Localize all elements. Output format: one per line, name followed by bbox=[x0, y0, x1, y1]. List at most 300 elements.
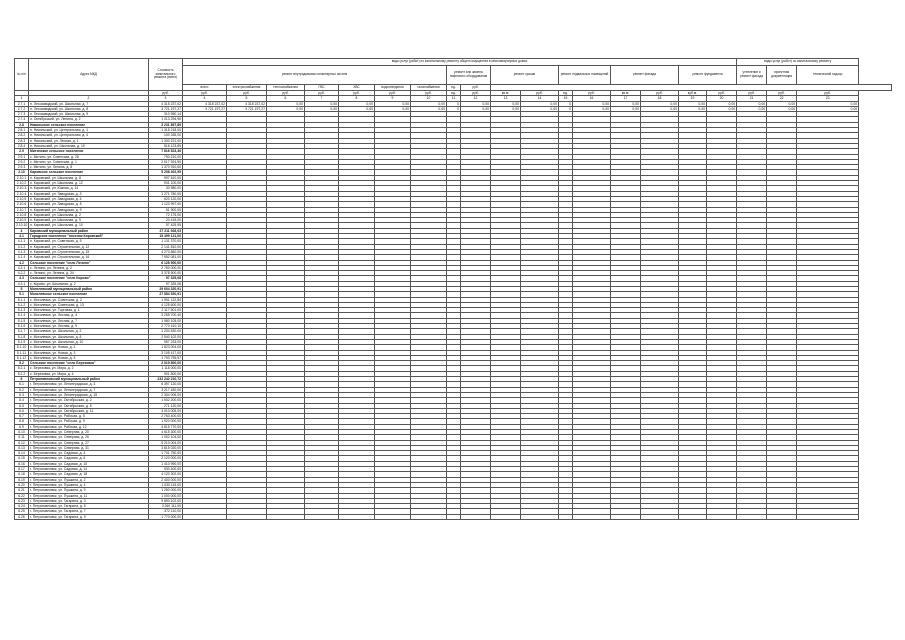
row-address: п. Никольский, ул. Лесная, д. 1 bbox=[29, 138, 149, 143]
row-address: п. Кировский, ул. Школьная, д. 2 bbox=[29, 212, 149, 217]
row-total-cost: 1 502 200,00 bbox=[149, 398, 183, 403]
row-number: 2.10.3 bbox=[15, 186, 29, 191]
header-sub-lift-units: ед. bbox=[447, 85, 461, 91]
row-value: 3 721 197,27 bbox=[183, 106, 227, 111]
row-number: 4.1.3 bbox=[15, 249, 29, 254]
row-total-cost: 27 211 926,03 bbox=[149, 228, 183, 233]
row-number: 2.8.4 bbox=[15, 143, 29, 148]
row-total-cost: 2 770 410,10 bbox=[149, 324, 183, 329]
row-value: 0 bbox=[447, 106, 461, 111]
unit-cell: руб. bbox=[641, 91, 679, 96]
row-address: г. Петропавловск, ул. Ленинградская, д. 3 bbox=[29, 382, 149, 387]
unit-cell: руб. bbox=[149, 91, 183, 96]
column-number: 22 bbox=[767, 96, 797, 101]
row-value: 3 721 197,27 bbox=[227, 106, 267, 111]
row-value: 0,00 bbox=[573, 106, 611, 111]
row-address: с. Могилевка, ул. Советская, д. 2 bbox=[29, 297, 149, 302]
row-total-cost: 7 816 523,36 bbox=[149, 149, 183, 154]
row-address: п. Кировский, ул. Заводская, д. 9 bbox=[29, 207, 149, 212]
row-number: 6.12 bbox=[15, 440, 29, 445]
row-value: 0,00 bbox=[641, 101, 679, 106]
row-number: 6.9 bbox=[15, 424, 29, 429]
row-address: г. Петропавловск, ул. Северная, д. 20 bbox=[29, 430, 149, 435]
row-address: г. Петропавловск, ул. Рабочая, д. 9 bbox=[29, 419, 149, 424]
header-sub-cold-water: ХВС bbox=[339, 85, 375, 91]
row-total-cost: 1 030 115,00 bbox=[149, 482, 183, 487]
row-number: 2.10.8 bbox=[15, 212, 29, 217]
header-group-roof: ремонт крыши bbox=[491, 66, 559, 85]
unit-cell: руб. bbox=[521, 91, 559, 96]
row-total-cost: 29 604 320,91 bbox=[149, 286, 183, 291]
row-total-cost: 3 105 417,00 bbox=[149, 350, 183, 355]
row-address: с. Могилевка, ул. Лесная, д. 7 bbox=[29, 318, 149, 323]
row-value: 0,00 bbox=[521, 101, 559, 106]
row-total-cost: 81 900,00 bbox=[149, 207, 183, 212]
header-sub-heat: теплоснабжения bbox=[267, 85, 305, 91]
row-number: 5.1.5 bbox=[15, 318, 29, 323]
row-value: 0,00 bbox=[339, 106, 375, 111]
row-address: г. Петропавловск, ул. Октябрьская, д. 11 bbox=[29, 408, 149, 413]
row-address: с. Митино, ул. Ленина, д. 8 bbox=[29, 165, 149, 170]
row-address: Городское поселение "поселок Кировский" bbox=[29, 234, 149, 239]
row-number: 5.1.11 bbox=[15, 350, 29, 355]
unit-cell: кв.м. bbox=[491, 91, 521, 96]
row-number: 6.6 bbox=[15, 408, 29, 413]
row-number: 6.2 bbox=[15, 387, 29, 392]
row-total-cost: 3 260 111,00 bbox=[149, 504, 183, 509]
row-value: 0,00 bbox=[411, 106, 447, 111]
row-address: с. Митино, ул. Советская, д. 1 bbox=[29, 159, 149, 164]
row-address: г. Петропавловск, ул. Пушкина, д. 2 bbox=[29, 477, 149, 482]
row-address: с. Могилевка, ул. Советская, д. 13 bbox=[29, 302, 149, 307]
row-address: Могилевское сельское поселение bbox=[29, 292, 149, 297]
row-address: с. Могилевка, ул. Лесная, д. 4 bbox=[29, 313, 149, 318]
row-value: 0,00 bbox=[707, 101, 737, 106]
column-number: 19 bbox=[679, 96, 707, 101]
row-value: 0,00 bbox=[305, 101, 339, 106]
row-value: 0,00 bbox=[679, 106, 707, 111]
header-sub-gas: газоснабжения bbox=[411, 85, 447, 91]
row-number: 2.10.2 bbox=[15, 181, 29, 186]
row-number: 6 bbox=[15, 377, 29, 382]
row-total-cost: 2 017 924,50 bbox=[149, 159, 183, 164]
row-total-cost: 4 815 770,00 bbox=[149, 424, 183, 429]
row-number: 2.10.4 bbox=[15, 191, 29, 196]
row-number: 4.1 bbox=[15, 234, 29, 239]
row-number: 4.2 bbox=[15, 260, 29, 265]
header-group-lift: ремонт или замена лифтового оборудования bbox=[447, 66, 491, 85]
row-address: п. Кировский, ул. Заводская, д. 8 bbox=[29, 202, 149, 207]
unit-cell: руб. bbox=[707, 91, 737, 96]
row-address: г. Петропавловск, ул. Садовая, д. 10 bbox=[29, 461, 149, 466]
row-value: 0,00 bbox=[491, 106, 521, 111]
row-number: 6.14 bbox=[15, 451, 29, 456]
row-number: 5.1.3 bbox=[15, 308, 29, 313]
row-total-cost: 997 510,00 bbox=[149, 175, 183, 180]
row-value: 0,00 bbox=[767, 106, 797, 111]
row-total-cost: 2 304 005,00 bbox=[149, 392, 183, 397]
column-number: 7 bbox=[305, 96, 339, 101]
row-value: 0,00 bbox=[411, 101, 447, 106]
row-number: 5.1.9 bbox=[15, 339, 29, 344]
row-value: 0,00 bbox=[267, 101, 305, 106]
row-number: 6.24 bbox=[15, 504, 29, 509]
row-value: 0,00 bbox=[461, 101, 491, 106]
row-address: с. Могилевка, ул. Новая, д. 5 bbox=[29, 355, 149, 360]
row-total-cost: 957 233,00 bbox=[149, 339, 183, 344]
row-number: 6.21 bbox=[15, 488, 29, 493]
row-address: г. Петропавловск, ул. Садовая, д. 18 bbox=[29, 472, 149, 477]
row-number: 6.7 bbox=[15, 414, 29, 419]
row-number: 2.7.2 bbox=[15, 106, 29, 111]
row-address: п. Никольский, ул. Центральная, д. 4 bbox=[29, 133, 149, 138]
row-address: Никольское сельское поселение bbox=[29, 122, 149, 127]
header-sub-total: всего bbox=[183, 85, 227, 91]
row-total-cost: 1 823 004,00 bbox=[149, 345, 183, 350]
row-value: 0,00 bbox=[767, 101, 797, 106]
unit-cell: руб. bbox=[305, 91, 339, 96]
row-number: 6.8 bbox=[15, 419, 29, 424]
row-total-cost: 1 753 795,57 bbox=[149, 355, 183, 360]
row-total-cost: 57 425,95 bbox=[149, 223, 183, 228]
row-value bbox=[707, 514, 737, 519]
row-total-cost: 790 210,00 bbox=[149, 154, 183, 159]
row-number: 5.2 bbox=[15, 361, 29, 366]
row-number: 2.10.10 bbox=[16, 223, 28, 228]
row-number: 2.7.1 bbox=[15, 101, 29, 106]
row-address: п. Кировский, ул. Заводская, д. 3 bbox=[29, 191, 149, 196]
row-number: 2.8.3 bbox=[15, 138, 29, 143]
row-value: 0,00 bbox=[339, 101, 375, 106]
row-address: г. Петропавловск, ул. Гагарина, д. 5 bbox=[29, 504, 149, 509]
header-works-extra: виды услуг (работ) по капитальному ремонту bbox=[737, 59, 859, 66]
row-number: 5.1.6 bbox=[15, 324, 29, 329]
row-address: с. Ленино, ул. Ленина, д. 34 bbox=[29, 271, 149, 276]
row-address: Сельское поселение "село Ленино" bbox=[29, 260, 149, 265]
header-group-project: проектная документация bbox=[767, 66, 797, 85]
row-value bbox=[641, 514, 679, 519]
row-address: с. Могилевка, ул. Новая, д. 3 bbox=[29, 350, 149, 355]
header-sub-hot-water: ГВС bbox=[305, 85, 339, 91]
row-total-cost: 2 120 000,00 bbox=[149, 456, 183, 461]
row-address: п. Кировский, ул. Южная, д. 14 bbox=[29, 186, 149, 191]
row-total-cost: 372 110,00 bbox=[149, 509, 183, 514]
column-number: 17 bbox=[611, 96, 641, 101]
row-number: 5.1 bbox=[15, 292, 29, 297]
row-number: 2.10.7 bbox=[15, 207, 29, 212]
row-value bbox=[375, 514, 411, 519]
row-total-cost: 930 400,00 bbox=[149, 467, 183, 472]
row-total-cost: 516 123,89 bbox=[149, 143, 183, 148]
table-body bbox=[15, 101, 892, 519]
row-total-cost: 931 100,00 bbox=[149, 181, 183, 186]
row-address: с. Могилевка, ул. Школьная, д. 2 bbox=[29, 329, 149, 334]
column-number: 5 bbox=[227, 96, 267, 101]
row-address: с. Могилевка, ул. Новая, д. 1 bbox=[29, 345, 149, 350]
row-total-cost: 1 204 530,00 bbox=[149, 329, 183, 334]
row-value: 0,00 bbox=[461, 106, 491, 111]
row-total-cost: 1 131 370,00 bbox=[149, 239, 183, 244]
row-value bbox=[737, 514, 767, 519]
column-number: 23 bbox=[797, 96, 859, 101]
unit-cell: руб. bbox=[737, 91, 767, 96]
row-value bbox=[447, 514, 461, 519]
row-value bbox=[797, 514, 859, 519]
unit-cell: руб. bbox=[227, 91, 267, 96]
header-group-basement: ремонт подвальных помещений bbox=[559, 66, 611, 85]
row-address: с. Ленино, ул. Ленина, д. 2 bbox=[29, 265, 149, 270]
row-address: с. Кирово, ул. Школьная, д. 2 bbox=[29, 281, 149, 286]
data-table bbox=[14, 58, 892, 520]
row-number: 6.17 bbox=[15, 467, 29, 472]
row-total-cost: 72 175,00 bbox=[149, 212, 183, 217]
column-number: 18 bbox=[641, 96, 679, 101]
column-number: 8 bbox=[339, 96, 375, 101]
column-number: 11 bbox=[447, 96, 461, 101]
row-total-cost: 4 615 300,00 bbox=[149, 430, 183, 435]
unit-cell: руб. bbox=[573, 91, 611, 96]
row-address: г. Петропавловск, ул. Северная, д. 26 bbox=[29, 435, 149, 440]
column-number: 16 bbox=[573, 96, 611, 101]
row-address: г. Петропавловск, ул. Пушкина, д. 9 bbox=[29, 488, 149, 493]
row-number: 2.8 bbox=[15, 122, 29, 127]
row-total-cost: 2 117 501,00 bbox=[149, 308, 183, 313]
row-number: 2.9.2 bbox=[15, 159, 29, 164]
row-value: 0 bbox=[559, 106, 573, 111]
header-sub-lift-rub: руб. bbox=[461, 85, 491, 91]
row-total-cost: 1 701 750,00 bbox=[149, 451, 183, 456]
unit-cell: руб. bbox=[461, 91, 491, 96]
row-address: п. Лесозаводский, ул. Школьная, д. 9 bbox=[29, 112, 149, 117]
row-number: 5.2.1 bbox=[15, 366, 29, 371]
row-value: 0,00 bbox=[611, 106, 641, 111]
row-total-cost: 2 141 810,00 bbox=[149, 244, 183, 249]
column-number: 12 bbox=[461, 96, 491, 101]
header-sub-drainage: водоотведения bbox=[375, 85, 411, 91]
row-number: 2.10.9 bbox=[15, 218, 29, 223]
row-number: 6.10 bbox=[15, 430, 29, 435]
table-row bbox=[15, 514, 892, 519]
row-address: Кировское сельское поселение bbox=[29, 170, 149, 175]
header-group-systems: ремонт внутридомовых инженерных систем bbox=[183, 66, 447, 85]
row-address: Сельское поселение "село Березовка" bbox=[29, 361, 149, 366]
row-value: 0,00 bbox=[267, 106, 305, 111]
row-number: 6.23 bbox=[15, 498, 29, 503]
row-value: 0,00 bbox=[679, 101, 707, 106]
row-total-cost: 1 118 000,00 bbox=[149, 366, 183, 371]
row-value: 0,00 bbox=[611, 101, 641, 106]
unit-cell: ед. bbox=[559, 91, 573, 96]
row-total-cost: 9 890 102,00 bbox=[149, 498, 183, 503]
row-total-cost: 97 325,08 bbox=[149, 281, 183, 286]
row-address: г. Петропавловск, ул. Гагарина, д. 7 bbox=[29, 509, 149, 514]
row-value: 0,00 bbox=[737, 101, 767, 106]
column-number: 10 bbox=[411, 96, 447, 101]
row-total-cost: 310 950,14 bbox=[149, 112, 183, 117]
unit-cell: ед. bbox=[447, 91, 461, 96]
row-value bbox=[267, 514, 305, 519]
row-address: с. Могилевка, ул. Школьная, д. 8 bbox=[29, 334, 149, 339]
row-number: 2.8.2 bbox=[15, 133, 29, 138]
row-number: 5 bbox=[15, 286, 29, 291]
row-total-cost: 3 010 005,00 bbox=[149, 408, 183, 413]
unit-cell: руб. bbox=[767, 91, 797, 96]
row-value: 0,00 bbox=[737, 106, 767, 111]
unit-cell: руб. bbox=[339, 91, 375, 96]
row-total-cost: 1 920 000,00 bbox=[149, 419, 183, 424]
row-address: г. Петропавловск, ул. Ленинградская, д. 15 bbox=[29, 392, 149, 397]
row-address: п. Кировский, ул. Заводская, д. 4 bbox=[29, 196, 149, 201]
row-total-cost: 4 120 302,00 bbox=[149, 472, 183, 477]
row-total-cost: 3 255 700,40 bbox=[149, 313, 183, 318]
row-number: 6.5 bbox=[15, 403, 29, 408]
row-total-cost: 6 397 120,00 bbox=[149, 382, 183, 387]
row-number: 4.1.1 bbox=[15, 239, 29, 244]
row-value bbox=[573, 514, 611, 519]
row-address: п. Кировский, ул. Советская, д. 9 bbox=[29, 239, 149, 244]
header-group-foundation: ремонт фундамента bbox=[679, 66, 737, 85]
row-address: п. Лесозаводский, ул. Школьная, д. 7 bbox=[29, 101, 149, 106]
row-number: 2.9 bbox=[15, 149, 29, 154]
row-address: п. Лесозаводский, ул. Школьная, д. 8 bbox=[29, 106, 149, 111]
row-address: г. Петропавловск, ул. Садовая, д. 6 bbox=[29, 456, 149, 461]
unit-cell: руб. bbox=[267, 91, 305, 96]
row-total-cost: 1 315 218,00 bbox=[149, 128, 183, 133]
row-value: 4 315 237,02 bbox=[227, 101, 267, 106]
row-value: 3 721 197,27 bbox=[149, 106, 183, 111]
row-number: 2.7.4 bbox=[15, 117, 29, 122]
row-address: г. Петропавловск, ул. Октябрьская, д. 5 bbox=[29, 403, 149, 408]
row-number: 6.26 bbox=[15, 514, 29, 519]
row-address: п. Кировский, ул. Строительная, д. 15 bbox=[29, 249, 149, 254]
row-number: 2.10.1 bbox=[15, 175, 29, 180]
row-number: 2.7.3 bbox=[15, 112, 29, 117]
row-total-cost: 3 378 900,00 bbox=[149, 271, 183, 276]
column-number: 1 bbox=[15, 96, 29, 101]
row-total-cost: 30 980,00 bbox=[149, 186, 183, 191]
row-address: п. Октябрьский, ул. Ленина, д. 2 bbox=[29, 117, 149, 122]
row-total-cost: 232 242 210,72 bbox=[149, 377, 183, 382]
row-total-cost: 620 120,00 bbox=[149, 196, 183, 201]
row-address: г. Петропавловск, ул. Гагарина, д. 3 bbox=[29, 498, 149, 503]
row-total-cost: 1 410 990,00 bbox=[149, 461, 183, 466]
row-number: 2.10.6 bbox=[15, 202, 29, 207]
row-value: 0,00 bbox=[707, 106, 737, 111]
column-number: 2 bbox=[29, 96, 149, 101]
row-number: 5.1.4 bbox=[15, 313, 29, 318]
unit-cell: руб. bbox=[411, 91, 447, 96]
row-address: с. Могилевка, ул. Школьная, д. 10 bbox=[29, 339, 149, 344]
row-address: п. Кировский, ул. Школьная, д. 8 bbox=[29, 175, 149, 180]
row-value: 0,00 bbox=[375, 101, 411, 106]
row-total-cost: 7 952 081,00 bbox=[149, 255, 183, 260]
column-number: 20 bbox=[707, 96, 737, 101]
row-value: 0,00 bbox=[521, 106, 559, 111]
row-address: с. Березовка, ул. Мира, д. 4 bbox=[29, 371, 149, 376]
row-number: 4.1.4 bbox=[15, 255, 29, 260]
row-value: 0,00 bbox=[305, 106, 339, 111]
row-number: 2.9.1 bbox=[15, 154, 29, 159]
row-number: 4.2.1 bbox=[15, 265, 29, 270]
row-address: г. Петропавловск, ул. Садовая, д. 4 bbox=[29, 451, 149, 456]
row-number: 5.1.8 bbox=[15, 334, 29, 339]
row-total-cost: 2 019 800,00 bbox=[149, 361, 183, 366]
row-number: 5.1.7 bbox=[15, 329, 29, 334]
row-total-cost: 901 800,00 bbox=[149, 371, 183, 376]
column-number: 6 bbox=[267, 96, 305, 101]
table-header bbox=[15, 59, 892, 102]
row-address: г. Петропавловск, ул. Октябрьская, д. 2 bbox=[29, 398, 149, 403]
row-total-cost: 100 335,00 bbox=[149, 133, 183, 138]
row-value bbox=[339, 514, 375, 519]
row-total-cost: 2 400 000,00 bbox=[149, 477, 183, 482]
row-number: 4 bbox=[15, 228, 29, 233]
row-value bbox=[767, 514, 797, 519]
row-address: г. Петропавловск, ул. Пушкина, д. 11 bbox=[29, 493, 149, 498]
row-number: 2.10 bbox=[15, 170, 29, 175]
column-number: 15 bbox=[559, 96, 573, 101]
row-total-cost: 3 217 450,00 bbox=[149, 387, 183, 392]
row-total-cost: 27 584 520,91 bbox=[149, 292, 183, 297]
row-address: с. Могилевка, ул. Лесная, д. 9 bbox=[29, 324, 149, 329]
unit-cell: руб. bbox=[375, 91, 411, 96]
row-number: 5.1.10 bbox=[15, 345, 29, 350]
unit-cell: руб. bbox=[797, 91, 859, 96]
row-address: г. Петропавловск, ул. Гагарина, д. 9 bbox=[29, 514, 149, 519]
row-total-cost: 6 128 900,00 bbox=[149, 260, 183, 265]
header-sub-electric: электроснабжения bbox=[227, 85, 267, 91]
row-address: п. Никольский, ул. Школьная, д. 10 bbox=[29, 143, 149, 148]
row-value: 0,00 bbox=[375, 106, 411, 111]
row-number: 6.20 bbox=[15, 482, 29, 487]
row-value bbox=[611, 514, 641, 519]
header-address: Адрес МКД bbox=[29, 59, 149, 91]
row-address: с. Березовка, ул. Мира, д. 2 bbox=[29, 366, 149, 371]
row-address: Митинское сельское поселение bbox=[29, 149, 149, 154]
row-address: п. Кировский, ул. Строительная, д. 12 bbox=[29, 244, 149, 249]
unit-cell: руб. bbox=[183, 91, 227, 96]
row-number: 2.9.3 bbox=[15, 165, 29, 170]
row-number: 6.16 bbox=[15, 461, 29, 466]
row-number: 6.19 bbox=[15, 477, 29, 482]
row-number: 5.1.2 bbox=[15, 302, 29, 307]
row-number: 6.15 bbox=[15, 456, 29, 461]
row-total-cost: 1 002 104,00 bbox=[149, 435, 183, 440]
row-total-cost: 20 415,00 bbox=[149, 218, 183, 223]
row-address: г. Петропавловск, ул. Пушкина, д. 4 bbox=[29, 482, 149, 487]
row-value: 0,00 bbox=[573, 101, 611, 106]
column-number: 21 bbox=[737, 96, 767, 101]
row-number: 6.4 bbox=[15, 398, 29, 403]
row-address: г. Петропавловск, ул. Северная, д. 31 bbox=[29, 445, 149, 450]
row-address: Сельское поселение "село Кирово" bbox=[29, 276, 149, 281]
unit-cell: кв.м. bbox=[611, 91, 641, 96]
row-value: 0,00 bbox=[797, 101, 859, 106]
row-value: 0 bbox=[559, 101, 573, 106]
row-number: 2.8.1 bbox=[15, 128, 29, 133]
row-number: 4.3 bbox=[15, 276, 29, 281]
row-total-cost: 5 208 402,95 bbox=[149, 170, 183, 175]
row-value bbox=[183, 514, 227, 519]
row-address: с. Митино, ул. Советская, д. 26 bbox=[29, 154, 149, 159]
row-total-cost: 3 231 897,89 bbox=[149, 122, 183, 127]
row-address: п. Никольский, ул. Центральная, д. 1 bbox=[29, 128, 149, 133]
row-number: 5.1.12 bbox=[15, 355, 29, 360]
header-group-facade: ремонт фасада bbox=[611, 66, 679, 85]
column-number: 3 bbox=[149, 96, 183, 101]
header-works: виды услуг (работ) по капитальному ремонту общего имущества в многоквартирных домах bbox=[183, 59, 737, 66]
row-total-cost: 2 540 102,00 bbox=[149, 334, 183, 339]
